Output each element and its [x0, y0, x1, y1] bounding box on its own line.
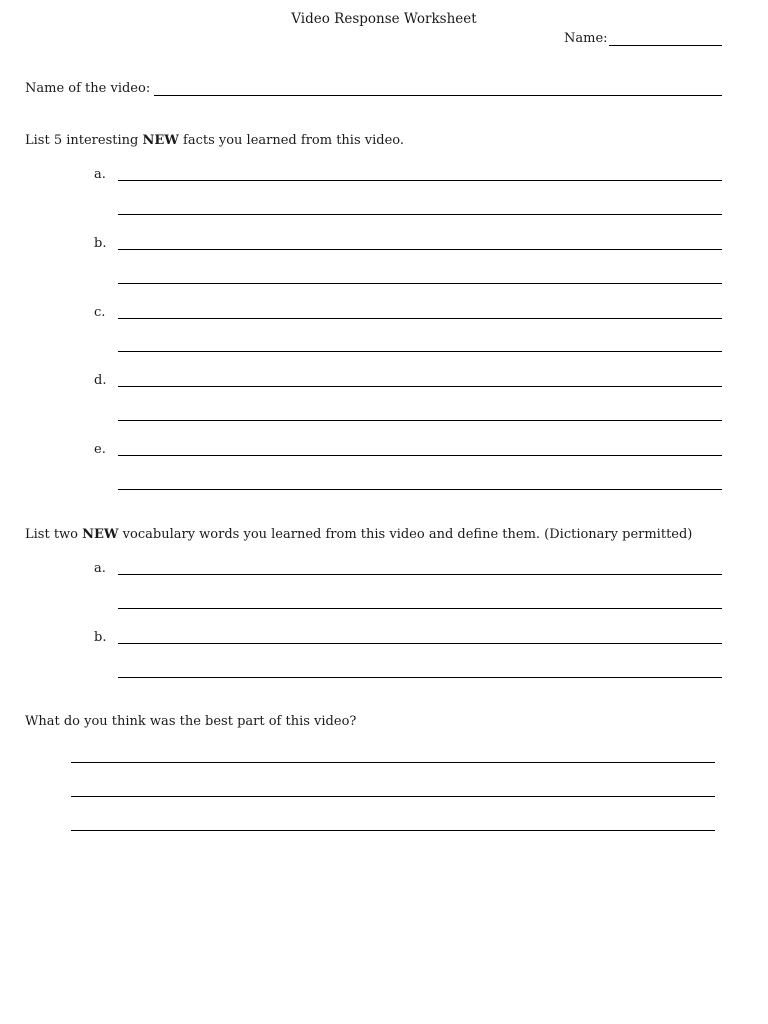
best-part-line-1[interactable]: [71, 762, 715, 763]
vocab-b-letter: b.: [94, 630, 107, 645]
facts-prompt-after: facts you learned from this video.: [178, 133, 405, 148]
vocabulary-prompt-emphasis: NEW: [82, 527, 119, 542]
fact-d-line-1[interactable]: [118, 386, 722, 387]
vocab-a-line-1[interactable]: [118, 574, 722, 575]
fact-b-letter: b.: [94, 236, 107, 251]
vocabulary-prompt: [25, 526, 692, 544]
best-part-prompt: What do you think was the best part of this video?: [25, 714, 357, 729]
worksheet-title: Video Response Worksheet: [291, 11, 477, 27]
fact-e-line-2[interactable]: [118, 489, 722, 490]
vocab-a-line-2[interactable]: [118, 608, 722, 609]
vocab-a-letter: a.: [94, 561, 106, 576]
fact-c-line-2[interactable]: [118, 351, 722, 352]
vocabulary-prompt-after: vocabulary words you learned from this video and define them. (Dictionary permitted): [118, 527, 693, 542]
fact-e-letter: e.: [94, 442, 106, 457]
fact-c-line-1[interactable]: [118, 318, 722, 319]
fact-b-line-1[interactable]: [118, 249, 722, 250]
vocabulary-prompt-before: List two: [25, 527, 83, 542]
student-name-label: Name:: [564, 31, 608, 46]
facts-prompt-before: List 5 interesting: [25, 133, 143, 148]
facts-prompt: [25, 132, 404, 150]
vocab-b-line-1[interactable]: [118, 643, 722, 644]
fact-d-line-2[interactable]: [118, 420, 722, 421]
fact-d-letter: d.: [94, 373, 107, 388]
fact-a-letter: a.: [94, 167, 106, 182]
facts-prompt-emphasis: NEW: [142, 133, 179, 148]
fact-a-line-2[interactable]: [118, 214, 722, 215]
best-part-line-3[interactable]: [71, 830, 715, 831]
fact-b-line-2[interactable]: [118, 283, 722, 284]
best-part-line-2[interactable]: [71, 796, 715, 797]
fact-c-letter: c.: [94, 305, 106, 320]
student-name-blank[interactable]: [609, 45, 722, 46]
video-name-blank[interactable]: [154, 95, 722, 96]
video-name-label: Name of the video:: [25, 81, 151, 96]
fact-a-line-1[interactable]: [118, 180, 722, 181]
video-name-field[interactable]: [25, 80, 722, 98]
vocab-b-line-2[interactable]: [118, 677, 722, 678]
fact-e-line-1[interactable]: [118, 455, 722, 456]
student-name-field[interactable]: [564, 30, 722, 48]
